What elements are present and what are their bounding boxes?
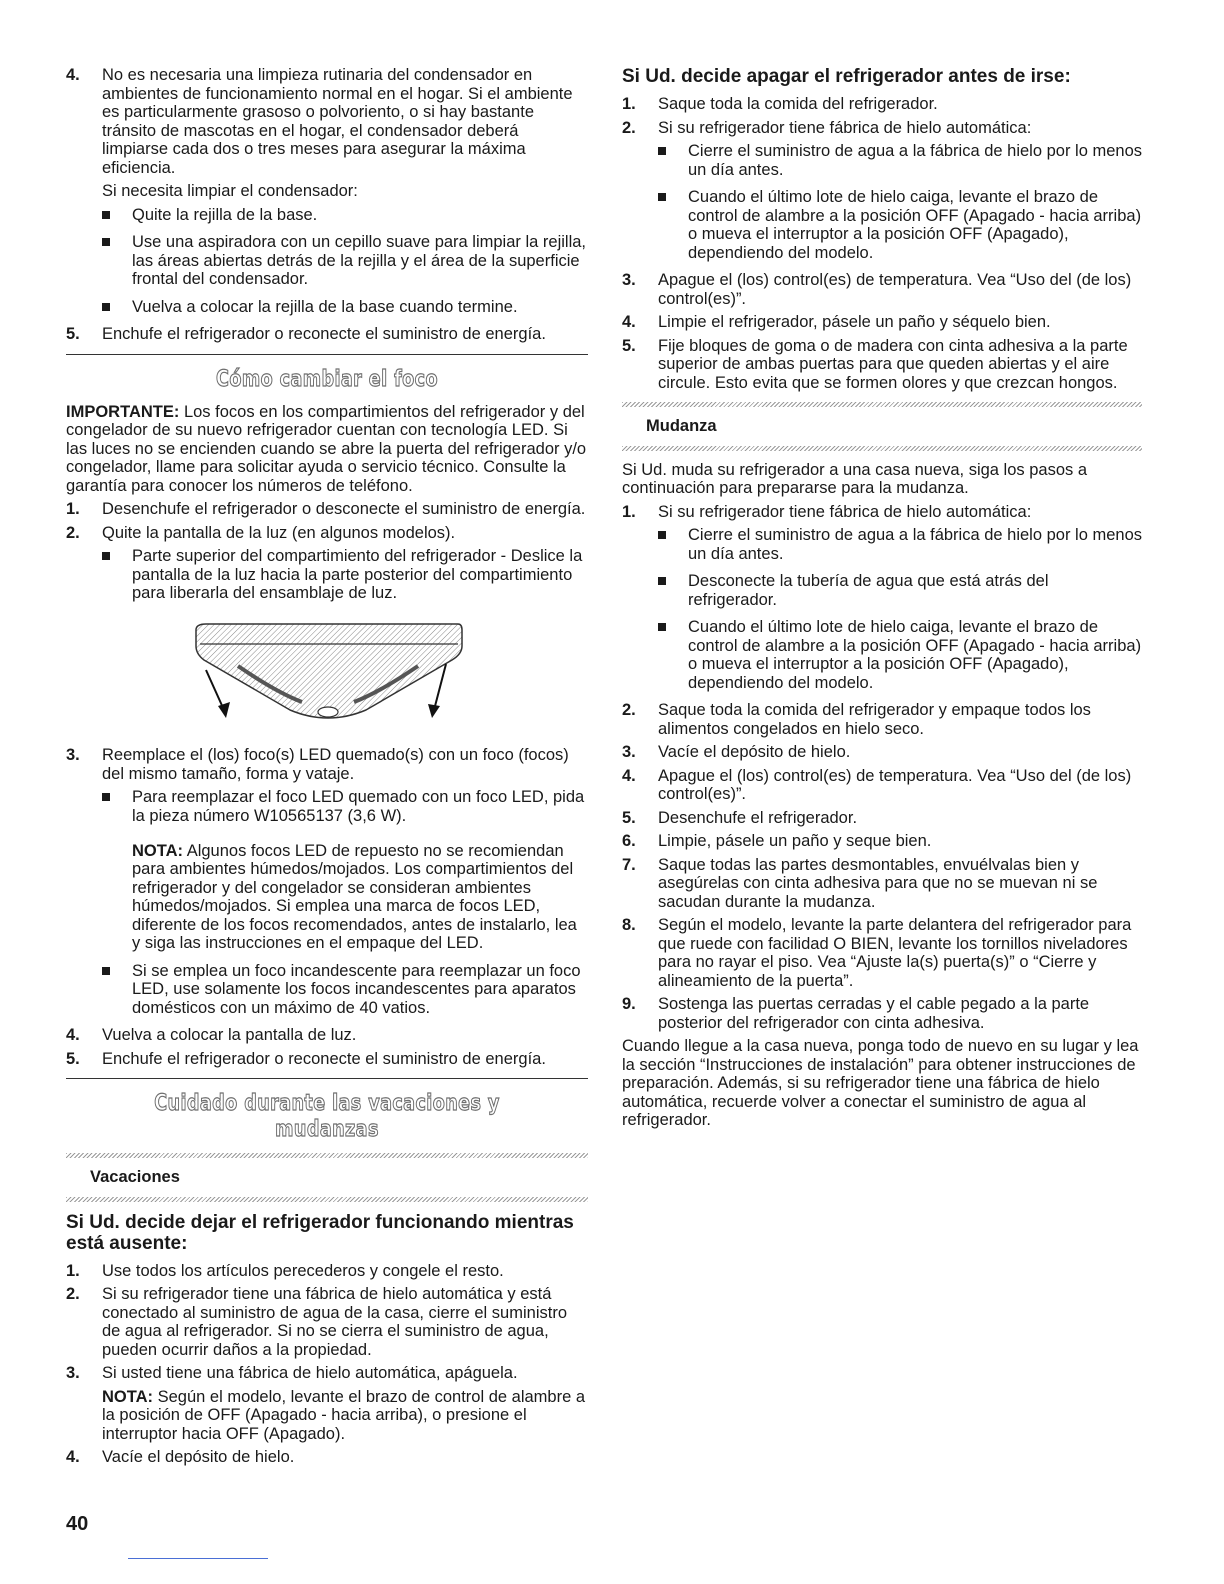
subsection-heading: Vacaciones bbox=[90, 1168, 180, 1186]
bullet-text: Use una aspiradora con un cepillo suave para limpiar la rejilla, las áreas abiertas detrás de la rejilla y el área de la superficie frontal del condensador. bbox=[132, 233, 586, 288]
bullet-square-icon bbox=[102, 238, 110, 246]
light-shield-illustration bbox=[66, 614, 588, 732]
item-number: 1. bbox=[622, 95, 636, 113]
item-number: 4. bbox=[622, 313, 636, 331]
item-number: 2. bbox=[66, 1285, 80, 1303]
bullet-square-icon bbox=[102, 967, 110, 975]
subsection-heading: Mudanza bbox=[646, 417, 717, 435]
item-number: 9. bbox=[622, 995, 636, 1013]
bullet-item bbox=[658, 572, 1142, 609]
item-text: Limpie el refrigerador, pásele un paño y séquelo bien. bbox=[658, 313, 1051, 331]
item-subtext: Si necesita limpiar el condensador: bbox=[102, 182, 358, 200]
item-text: Apague el (los) control(es) de temperatura. Vea “Uso del (de los) control(es)”. bbox=[658, 271, 1132, 308]
list-item bbox=[622, 832, 1142, 851]
item-number: 2. bbox=[622, 118, 636, 137]
bullet-item bbox=[658, 142, 1142, 179]
bullet-item bbox=[658, 618, 1142, 692]
hatch-rule bbox=[622, 446, 1142, 451]
section-divider bbox=[66, 354, 588, 355]
item-number: 5. bbox=[66, 325, 80, 343]
bullet-item bbox=[102, 788, 588, 825]
bullet-text: Cuando el último lote de hielo caiga, levante el brazo de control de alambre a la posición OFF (Apagado - hacia arriba) o mueva el interruptor a la posición OFF (Apagado), dependiendo del modelo. bbox=[688, 188, 1142, 262]
list-item bbox=[66, 746, 588, 1017]
bullet-text: Quite la rejilla de la base. bbox=[132, 205, 318, 224]
section-title: Cuidado durante las vacaciones y mudanzas bbox=[154, 1091, 500, 1142]
bullet-square-icon bbox=[658, 577, 666, 585]
bullet-item bbox=[102, 547, 588, 603]
item-text: Vacíe el depósito de hielo. bbox=[658, 743, 851, 761]
bullet-text: Cierre el suministro de agua a la fábrica de hielo por lo menos un día antes. bbox=[688, 526, 1142, 563]
list-item bbox=[622, 916, 1142, 990]
note-text: Algunos focos LED de repuesto no se recomiendan para ambientes húmedos/mojados. Los compartimientos del refrigerador y del congelador se consideran ambientes húmedos/mojados. Si emplea una marca de focos LED, diferente de los focos recomendados, antes de instalarlo, lea y siga las instrucciones en el empaque del LED. bbox=[132, 841, 577, 952]
list-item bbox=[622, 995, 1142, 1032]
item-number: 3. bbox=[66, 746, 80, 764]
bullet-item bbox=[658, 188, 1142, 262]
important-text: Los focos en los compartimientos del refrigerador y del congelador de su nuevo refrigerador cuentan con tecnología LED. Si las luces no se encienden cuando se abre la puerta del refrigerador y/o congelador, llame para solicitar ayuda o servicio técnico. Consulte la garantía para conocer los números de teléfono. bbox=[66, 402, 587, 495]
list-item bbox=[66, 524, 588, 603]
list-item bbox=[66, 1285, 588, 1359]
item-number: 3. bbox=[622, 743, 636, 761]
list-item bbox=[66, 325, 588, 344]
left-column bbox=[66, 66, 588, 1472]
note-label: NOTA: bbox=[132, 841, 184, 860]
item-text: Vacíe el depósito de hielo. bbox=[102, 1448, 295, 1466]
item-text: Enchufe el refrigerador o reconecte el suministro de energía. bbox=[102, 325, 546, 343]
item-text: Sostenga las puertas cerradas y el cable pegado a la parte posterior del refrigerador con cinta adhesiva. bbox=[658, 995, 1090, 1032]
item-number: 1. bbox=[622, 502, 636, 521]
list-item bbox=[66, 500, 588, 519]
bullet-item bbox=[102, 962, 588, 1018]
bullet-item bbox=[102, 233, 588, 289]
item-number: 5. bbox=[622, 336, 636, 355]
item-number: 4. bbox=[66, 1448, 80, 1466]
bullet-text: Vuelva a colocar la rejilla de la base cuando termine. bbox=[132, 297, 518, 316]
intro-paragraph: Si Ud. muda su refrigerador a una casa nueva, siga los pasos a continuación para prepararse para la mudanza. bbox=[622, 460, 1088, 497]
item-text: Limpie, pásele un paño y seque bien. bbox=[658, 832, 932, 850]
item-number: 4. bbox=[66, 1026, 80, 1044]
item-text: Desenchufe el refrigerador o desconecte el suministro de energía. bbox=[102, 500, 586, 518]
note-text: Según el modelo, levante el brazo de control de alambre a la posición de OFF (Apagado - hacia arriba), o presione el interruptor hacia OFF (Apagado). bbox=[102, 1387, 586, 1443]
subsection-title: Si Ud. decide dejar el refrigerador funcionando mientras está ausente: bbox=[66, 1211, 574, 1254]
bullet-square-icon bbox=[658, 623, 666, 631]
bullet-square-icon bbox=[102, 303, 110, 311]
bullet-text: Cuando el último lote de hielo caiga, levante el brazo de control de alambre a la posición OFF (Apagado - hacia arriba) o mueva el interruptor a la posición OFF (Apagado), dependiendo del modelo. bbox=[688, 618, 1142, 692]
list-item bbox=[622, 95, 1142, 114]
list-item bbox=[622, 809, 1142, 828]
item-text: Si su refrigerador tiene fábrica de hielo automática: bbox=[658, 502, 1032, 521]
list-item bbox=[66, 1026, 588, 1045]
item-number: 1. bbox=[66, 1261, 80, 1280]
bullet-text: Si se emplea un foco incandescente para reemplazar un foco LED, use solamente los focos incandescentes para aparatos domésticos con un máximo de 40 vatios. bbox=[132, 961, 581, 1017]
bullet-item bbox=[102, 206, 588, 225]
item-text: Si usted tiene una fábrica de hielo automática, apáguela. bbox=[102, 1364, 518, 1382]
hatch-rule bbox=[66, 1197, 588, 1202]
list-item bbox=[622, 313, 1142, 332]
bullet-square-icon bbox=[102, 552, 110, 560]
item-number: 2. bbox=[66, 523, 80, 542]
list-item bbox=[622, 119, 1142, 263]
item-text: Saque toda la comida del refrigerador. bbox=[658, 95, 938, 113]
item-text: Si su refrigerador tiene una fábrica de hielo automática y está conectado al suministro de agua de la casa, cierre el suministro de agua al refrigerador. Si no se cierra el suministro de agua, pueden ocurrir daños a la propiedad. bbox=[102, 1285, 567, 1359]
item-text: Vuelva a colocar la pantalla de luz. bbox=[102, 1026, 357, 1044]
section-divider bbox=[66, 1078, 588, 1079]
item-number: 5. bbox=[66, 1049, 80, 1068]
note-label: NOTA: bbox=[102, 1387, 154, 1406]
closing-paragraph: Cuando llegue a la casa nueva, ponga todo de nuevo en su lugar y lea la sección “Instrucciones de instalación” para obtener instrucciones de preparación. Además, si su refrigerador tiene una fábrica de hielo automática, recuerde volver a conectar el suministro de agua al refrigerador. bbox=[622, 1037, 1139, 1129]
item-text: No es necesaria una limpieza rutinaria del condensador en ambientes de funcionamiento normal en el hogar. Si el ambiente es particularmente grasoso o polvoriento, o si hay bastante tránsito de mascotas en el hogar, el condensador deberá limpiarse cada dos o tres meses para asegurar la máxima eficiencia. bbox=[102, 66, 573, 177]
section-title: Cómo cambiar el foco bbox=[216, 366, 438, 392]
item-number: 1. bbox=[66, 500, 80, 518]
note-paragraph bbox=[102, 842, 588, 953]
item-number: 3. bbox=[66, 1364, 80, 1382]
bullet-text: Desconecte la tubería de agua que está atrás del refrigerador. bbox=[688, 572, 1049, 609]
bullet-square-icon bbox=[658, 531, 666, 539]
bullet-text: Para reemplazar el foco LED quemado con un foco LED, pida la pieza número W10565137 (3,6 W). bbox=[132, 788, 585, 825]
item-number: 7. bbox=[622, 855, 636, 874]
subsection-title: Si Ud. decide apagar el refrigerador antes de irse: bbox=[622, 66, 1071, 87]
bullet-text: Cierre el suministro de agua a la fábrica de hielo por lo menos un día antes. bbox=[688, 142, 1142, 179]
list-item bbox=[622, 337, 1142, 393]
item-text: Saque toda la comida del refrigerador y empaque todos los alimentos congelados en hielo seco. bbox=[658, 701, 1091, 738]
item-text: Fije bloques de goma o de madera con cinta adhesiva a la parte superior de ambas puertas para que queden abiertas y el aire circule. Esto evita que se formen olores y que crezcan hongos. bbox=[658, 336, 1128, 392]
item-text: Saque todas las partes desmontables, envuélvalas bien y asegúrelas con cinta adhesiva para que no se muevan ni se sacudan durante la mudanza. bbox=[658, 855, 1098, 911]
bullet-square-icon bbox=[102, 211, 110, 219]
list-item bbox=[622, 856, 1142, 912]
item-text: Quite la pantalla de la luz (en algunos modelos). bbox=[102, 523, 456, 542]
item-text: Enchufe el refrigerador o reconecte el suministro de energía. bbox=[102, 1049, 546, 1068]
item-text: Desenchufe el refrigerador. bbox=[658, 808, 858, 827]
list-item bbox=[66, 1050, 588, 1069]
bullet-square-icon bbox=[658, 193, 666, 201]
item-text: Apague el (los) control(es) de temperatura. Vea “Uso del (de los) control(es)”. bbox=[658, 766, 1132, 803]
bullet-item bbox=[658, 526, 1142, 563]
item-number: 6. bbox=[622, 832, 636, 850]
page-number: 40 bbox=[66, 1513, 89, 1535]
list-item bbox=[622, 271, 1142, 308]
item-text: Si su refrigerador tiene fábrica de hielo automática: bbox=[658, 118, 1032, 137]
bullet-square-icon bbox=[102, 793, 110, 801]
item-number: 2. bbox=[622, 701, 636, 719]
important-paragraph bbox=[66, 403, 588, 496]
list-item bbox=[622, 503, 1142, 693]
bullet-square-icon bbox=[658, 147, 666, 155]
footer-rule bbox=[128, 1558, 268, 1559]
bullet-item bbox=[102, 298, 588, 317]
list-item bbox=[66, 66, 588, 316]
item-number: 5. bbox=[622, 808, 636, 827]
item-number: 8. bbox=[622, 916, 636, 934]
item-text: Use todos los artículos perecederos y congele el resto. bbox=[102, 1261, 504, 1280]
item-text: Reemplace el (los) foco(s) LED quemado(s) con un foco (focos) del mismo tamaño, forma y vataje. bbox=[102, 746, 569, 783]
important-label: IMPORTANTE: bbox=[66, 402, 180, 421]
item-number: 3. bbox=[622, 271, 636, 289]
list-item bbox=[622, 743, 1142, 762]
right-column bbox=[622, 66, 1142, 1135]
bullet-text: Parte superior del compartimiento del refrigerador - Deslice la pantalla de la luz hacia la parte posterior del compartimiento para liberarla del ensamblaje de luz. bbox=[132, 547, 583, 602]
list-item bbox=[622, 767, 1142, 804]
item-number: 4. bbox=[622, 766, 636, 785]
item-text: Según el modelo, levante la parte delantera del refrigerador para que ruede con facilidad O BIEN, levante los tornillos niveladores para no rayar el piso. Vea “Ajuste la(s) puerta(s)” o “Cierre y alineamiento de la puerta”. bbox=[658, 916, 1132, 990]
list-item bbox=[66, 1262, 588, 1281]
list-item bbox=[66, 1448, 588, 1467]
item-number: 4. bbox=[66, 66, 80, 84]
note-paragraph bbox=[102, 1388, 588, 1444]
list-item bbox=[66, 1364, 588, 1443]
list-item bbox=[622, 701, 1142, 738]
